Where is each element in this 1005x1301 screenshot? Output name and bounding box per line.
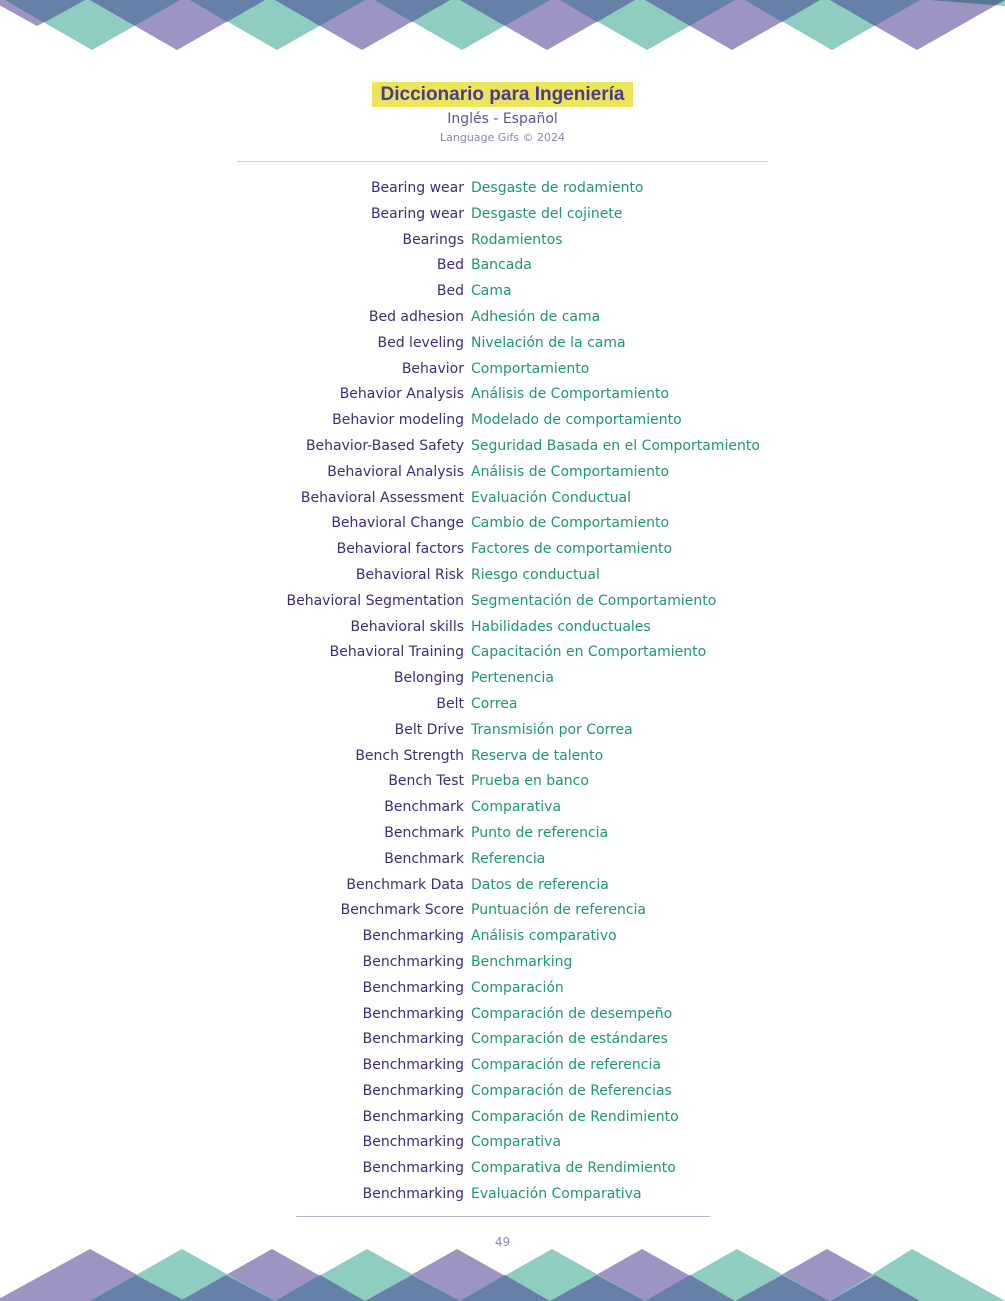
- spanish-translation: Evaluación Conductual: [471, 489, 632, 506]
- spanish-translation: Comparación de desempeño: [471, 1005, 673, 1022]
- glossary-entry: [0, 1130, 1005, 1156]
- english-term: Benchmarking: [362, 953, 464, 970]
- english-term: Benchmark: [384, 799, 464, 816]
- english-term: Bench Strength: [355, 747, 464, 764]
- english-term: Belonging: [393, 670, 464, 687]
- english-term: Belt Drive: [394, 721, 464, 738]
- spanish-translation: Transmisión por Correa: [471, 721, 633, 738]
- glossary-entry: [0, 615, 1005, 641]
- spanish-translation: Cambio de Comportamiento: [471, 515, 670, 532]
- english-term: Benchmark: [384, 824, 464, 841]
- spanish-translation: Comparativa: [471, 799, 562, 816]
- dictionary-title: Diccionario para Ingeniería: [372, 82, 634, 107]
- glossary-entry: [0, 176, 1005, 202]
- english-term: Behavioral factors: [336, 541, 464, 558]
- english-term: Behavioral Analysis: [327, 463, 464, 480]
- glossary-entry: [0, 589, 1005, 615]
- spanish-translation: Evaluación Comparativa: [471, 1186, 642, 1203]
- glossary-entry: [0, 563, 1005, 589]
- english-term: Bed adhesion: [368, 308, 464, 325]
- english-term: Bearing wear: [370, 205, 464, 222]
- spanish-translation: Prueba en banco: [471, 773, 589, 790]
- glossary-entry: [0, 382, 1005, 408]
- glossary-list: [0, 176, 1005, 1208]
- spanish-translation: Segmentación de Comportamiento: [471, 592, 717, 609]
- glossary-entry: [0, 692, 1005, 718]
- english-term: Behavioral Segmentation: [286, 592, 464, 609]
- spanish-translation: Comportamiento: [471, 360, 590, 377]
- glossary-entry: [0, 873, 1005, 899]
- english-term: Bed leveling: [377, 334, 464, 351]
- glossary-entry: [0, 357, 1005, 383]
- spanish-translation: Referencia: [471, 850, 546, 867]
- english-term: Benchmarking: [362, 928, 464, 945]
- glossary-entry: [0, 331, 1005, 357]
- spanish-translation: Rodamientos: [471, 231, 563, 248]
- glossary-entry: [0, 640, 1005, 666]
- english-term: Behavioral Training: [329, 644, 464, 661]
- english-term: Benchmarking: [362, 1031, 464, 1048]
- english-term: Behavioral skills: [350, 618, 464, 635]
- glossary-entry: [0, 1182, 1005, 1208]
- glossary-entry: [0, 511, 1005, 537]
- english-term: Benchmark Data: [346, 876, 464, 893]
- spanish-translation: Nivelación de la cama: [471, 334, 626, 351]
- copyright-notice: Language Gifs © 2024: [440, 131, 565, 144]
- spanish-translation: Cama: [471, 283, 512, 300]
- glossary-entry: [0, 1002, 1005, 1028]
- spanish-translation: Datos de referencia: [471, 876, 609, 893]
- spanish-translation: Capacitación en Comportamiento: [471, 644, 707, 661]
- english-term: Behavioral Risk: [355, 566, 464, 583]
- spanish-translation: Comparación de Rendimiento: [471, 1108, 679, 1125]
- english-term: Bearing wear: [370, 180, 464, 196]
- english-term: Behavior modeling: [332, 412, 464, 429]
- bottom-diamond-border: [0, 1249, 1005, 1301]
- english-term: Benchmarking: [362, 1057, 464, 1074]
- english-term: Benchmarking: [362, 1186, 464, 1203]
- english-term: Benchmarking: [362, 1108, 464, 1125]
- spanish-translation: Comparación: [471, 979, 564, 996]
- glossary-entry: [0, 486, 1005, 512]
- glossary-entry: [0, 795, 1005, 821]
- spanish-translation: Modelado de comportamiento: [471, 412, 682, 429]
- glossary-entry: [0, 253, 1005, 279]
- glossary-entry: [0, 460, 1005, 486]
- glossary-entry: [0, 847, 1005, 873]
- spanish-translation: Análisis de Comportamiento: [471, 463, 670, 480]
- glossary-entry: [0, 976, 1005, 1002]
- english-term: Benchmarking: [362, 1160, 464, 1177]
- glossary-entry: [0, 924, 1005, 950]
- spanish-translation: Análisis comparativo: [471, 928, 617, 945]
- spanish-translation: Factores de comportamiento: [471, 541, 673, 558]
- english-term: Bed: [436, 283, 464, 300]
- spanish-translation: Bancada: [471, 257, 532, 274]
- glossary-entry: [0, 537, 1005, 563]
- glossary-entry: [0, 666, 1005, 692]
- glossary-entry: [0, 408, 1005, 434]
- english-term: Bench Test: [388, 773, 464, 790]
- english-term: Behavior-Based Safety: [305, 437, 464, 454]
- spanish-translation: Análisis de Comportamiento: [471, 386, 670, 403]
- glossary-entry: [0, 718, 1005, 744]
- english-term: Benchmarking: [362, 1005, 464, 1022]
- glossary-entry: [0, 1079, 1005, 1105]
- page-number: 49: [494, 1235, 511, 1249]
- spanish-translation: Adhesión de cama: [471, 308, 601, 325]
- top-diamond-border: [0, 0, 1005, 52]
- glossary-entry: [0, 821, 1005, 847]
- spanish-translation: Pertenencia: [471, 670, 554, 687]
- glossary-entry: [0, 279, 1005, 305]
- glossary-entry: [0, 434, 1005, 460]
- english-term: Benchmarking: [362, 1082, 464, 1099]
- glossary-entry: [0, 950, 1005, 976]
- spanish-translation: Seguridad Basada en el Comportamiento: [471, 437, 760, 454]
- glossary-entry: [0, 228, 1005, 254]
- english-term: Behavioral Assessment: [300, 489, 464, 506]
- page-header: [0, 82, 1005, 146]
- spanish-translation: Comparativa: [471, 1134, 562, 1151]
- spanish-translation: Comparación de referencia: [471, 1057, 661, 1074]
- glossary-entry: [0, 769, 1005, 795]
- spanish-translation: Comparación de Referencias: [471, 1082, 672, 1099]
- glossary-entry: [0, 1027, 1005, 1053]
- glossary-entry: [0, 1156, 1005, 1182]
- english-term: Bearings: [402, 231, 464, 248]
- english-term: Behavioral Change: [331, 515, 464, 532]
- english-term: Bed: [436, 257, 464, 274]
- english-term: Benchmark Score: [340, 902, 464, 919]
- english-term: Benchmark: [384, 850, 464, 867]
- english-term: Behavior Analysis: [339, 386, 464, 403]
- english-term: Benchmarking: [362, 1134, 464, 1151]
- spanish-translation: Puntuación de referencia: [471, 902, 647, 919]
- glossary-entry: [0, 898, 1005, 924]
- glossary-entry: [0, 744, 1005, 770]
- spanish-translation: Punto de referencia: [471, 824, 609, 841]
- spanish-translation: Desgaste de rodamiento: [471, 180, 644, 196]
- spanish-translation: Correa: [471, 695, 518, 712]
- language-pair-subtitle: Inglés - Español: [447, 111, 558, 127]
- spanish-translation: Habilidades conductuales: [471, 618, 651, 635]
- spanish-translation: Desgaste del cojinete: [471, 205, 623, 222]
- spanish-translation: Benchmarking: [471, 953, 573, 970]
- spanish-translation: Comparación de estándares: [471, 1031, 668, 1048]
- spanish-translation: Reserva de talento: [471, 747, 604, 764]
- header-divider: [237, 161, 768, 162]
- glossary-entry: [0, 1105, 1005, 1131]
- spanish-translation: Comparativa de Rendimiento: [471, 1160, 676, 1177]
- english-term: Benchmarking: [362, 979, 464, 996]
- footer-divider: [296, 1216, 710, 1217]
- english-term: Belt: [436, 695, 464, 712]
- spanish-translation: Riesgo conductual: [471, 566, 600, 583]
- glossary-entry: [0, 305, 1005, 331]
- glossary-entry: [0, 1053, 1005, 1079]
- english-term: Behavior: [401, 360, 464, 377]
- glossary-entry: [0, 202, 1005, 228]
